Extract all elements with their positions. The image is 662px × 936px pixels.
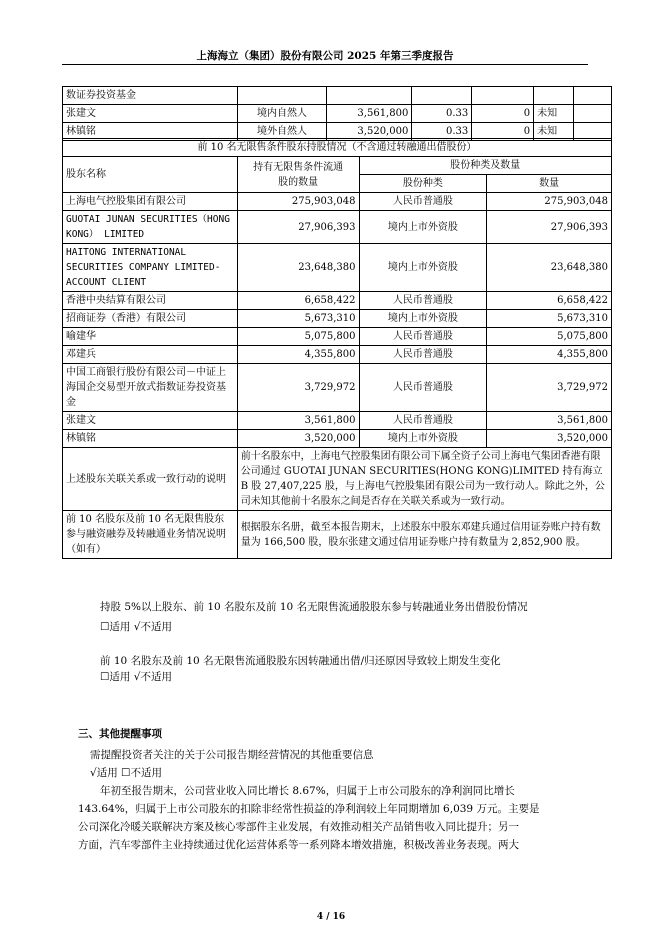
holder-qty: 5,075,800 bbox=[487, 328, 612, 346]
body-line-4: 方面，汽车零部件主业持续通过优化运营体系等一系列降本增效措施，积极改善业务表现。两大 bbox=[78, 839, 519, 851]
table-row bbox=[63, 364, 612, 412]
holder-pledge-qty bbox=[574, 87, 612, 105]
holder-shares: 6,658,422 bbox=[237, 292, 359, 310]
holder-qty: 3,729,972 bbox=[487, 364, 612, 412]
holder-name: 招商证券（香港）有限公司 bbox=[63, 310, 238, 328]
holder-qty: 3,561,800 bbox=[487, 412, 612, 430]
page-number: 4 / 16 bbox=[316, 912, 346, 922]
holder-nature: 境外自然人 bbox=[237, 123, 327, 141]
holder-shares: 3,729,972 bbox=[237, 364, 359, 412]
header-rule bbox=[62, 64, 588, 65]
table-row bbox=[63, 211, 612, 244]
holder-name: 上海电气控股集团有限公司 bbox=[63, 193, 238, 211]
table-row bbox=[63, 430, 612, 448]
holder-shares: 3,520,000 bbox=[327, 123, 412, 141]
holder-pledge bbox=[534, 87, 574, 105]
table-header-row bbox=[63, 157, 612, 175]
holder-share-type: 境内上市外资股 bbox=[359, 310, 487, 328]
holder-restricted bbox=[472, 87, 534, 105]
holder-name: 数证券投资基金 bbox=[63, 87, 238, 105]
holder-nature bbox=[237, 87, 327, 105]
table-row bbox=[63, 412, 612, 430]
holder-pledge-qty bbox=[574, 105, 612, 123]
holder-shares: 5,075,800 bbox=[237, 328, 359, 346]
holder-share-type: 境内上市外资股 bbox=[359, 244, 487, 292]
holder-name: 邓建兵 bbox=[63, 346, 238, 364]
holder-qty: 3,520,000 bbox=[487, 430, 612, 448]
holder-shares: 3,561,800 bbox=[237, 412, 359, 430]
holder-nature: 境内自然人 bbox=[237, 105, 327, 123]
holder-shares bbox=[327, 87, 412, 105]
note-change-options: ☐适用 √不适用 bbox=[100, 671, 172, 683]
col-header-type: 股份种类 bbox=[359, 175, 487, 193]
table-row bbox=[63, 310, 612, 328]
col-header-name: 股东名称 bbox=[63, 157, 238, 193]
table-row bbox=[63, 193, 612, 211]
section-options: √适用 ☐不适用 bbox=[90, 767, 162, 779]
holder-qty: 23,648,380 bbox=[487, 244, 612, 292]
holder-qty: 27,906,393 bbox=[487, 211, 612, 244]
table-row bbox=[63, 346, 612, 364]
table-title-row bbox=[63, 139, 612, 157]
holder-pledge: 未知 bbox=[534, 123, 574, 141]
relation-text: 前十名股东中，上海电气控股集团有限公司下属全资子公司上海电气集团香港有限公司通过 GUOTAI JUNAN SECURITIES(HONG KONG)LIMITED 持有海立 B 股 27,407,225 股，与上海电气控股集团有限公司为一致行动人。除此之外，公司未知其他前十名股东之间是否存在关联关系或为一致行动。 bbox=[237, 448, 611, 511]
holder-pct bbox=[412, 87, 472, 105]
table-row bbox=[63, 244, 612, 292]
holder-name: 林镇铭 bbox=[63, 123, 238, 141]
holder-restricted: 0 bbox=[472, 123, 534, 141]
section-intro: 需提醒投资者关注的关于公司报告期经营情况的其他重要信息 bbox=[90, 749, 374, 761]
holder-qty: 5,673,310 bbox=[487, 310, 612, 328]
holder-share-type: 人民币普通股 bbox=[359, 328, 487, 346]
holder-share-type: 人民币普通股 bbox=[359, 346, 487, 364]
note-lending: 持股 5%以上股东、前 10 名股东及前 10 名无限售流通股股东参与转融通业务出借股份情况 bbox=[100, 601, 528, 613]
top-holders-table bbox=[62, 86, 612, 141]
holder-share-type: 境内上市外资股 bbox=[359, 211, 487, 244]
holder-pledge: 未知 bbox=[534, 105, 574, 123]
holder-name: HAITONG INTERNATIONAL SECURITIES COMPANY LIMITED-ACCOUNT CLIENT bbox=[63, 244, 238, 292]
holder-name: 林镇铭 bbox=[63, 430, 238, 448]
holder-share-type: 人民币普通股 bbox=[359, 412, 487, 430]
holder-name: 喻建华 bbox=[63, 328, 238, 346]
holder-name: 香港中央结算有限公司 bbox=[63, 292, 238, 310]
holder-restricted: 0 bbox=[472, 105, 534, 123]
holder-share-type: 境内上市外资股 bbox=[359, 430, 487, 448]
table-title: 前 10 名无限售条件股东持股情况（不含通过转融通出借股份） bbox=[63, 139, 612, 157]
table-row bbox=[63, 87, 612, 105]
holder-name: 中国工商银行股份有限公司－中证上海国企交易型开放式指数证券投资基金 bbox=[63, 364, 238, 412]
holder-shares: 27,906,393 bbox=[237, 211, 359, 244]
holder-share-type: 人民币普通股 bbox=[359, 292, 487, 310]
note-change: 前 10 名股东及前 10 名无限售流通股股东因转融通出借/归还原因导致较上期发生变化 bbox=[100, 655, 501, 667]
holder-name: GUOTAI JUNAN SECURITIES（HONG KONG） LIMITED bbox=[63, 211, 238, 244]
unrestricted-holders-table bbox=[62, 138, 612, 559]
relation-label: 上述股东关联关系或一致行动的说明 bbox=[63, 448, 238, 511]
body-line-1: 年初至报告期末，公司营业收入同比增长 8.67%，归属于上市公司股东的净利润同比增长 bbox=[100, 785, 515, 797]
table-row bbox=[63, 328, 612, 346]
col-header-qty: 数量 bbox=[487, 175, 612, 193]
holder-shares: 23,648,380 bbox=[237, 244, 359, 292]
holder-shares: 4,355,800 bbox=[237, 346, 359, 364]
holder-pct: 0.33 bbox=[412, 105, 472, 123]
holder-qty: 4,355,800 bbox=[487, 346, 612, 364]
table-row bbox=[63, 292, 612, 310]
col-header-shares bbox=[237, 157, 359, 193]
holder-qty: 275,903,048 bbox=[487, 193, 612, 211]
holder-shares: 5,673,310 bbox=[237, 310, 359, 328]
section-title: 三、其他提醒事项 bbox=[78, 728, 162, 740]
holder-share-type: 人民币普通股 bbox=[359, 193, 487, 211]
margin-text: 根据股东名册，截至本报告期末，上述股东中股东邓建兵通过信用证券账户持有数量为 166,500 股，股东张建文通过信用证券账户持有数量为 2,852,900 股。 bbox=[237, 511, 611, 559]
body-line-2: 143.64%，归属于上市公司股东的扣除非经常性损益的净利润较上年同期增加 6,039 万元。主要是 bbox=[78, 803, 540, 815]
holder-name: 张建文 bbox=[63, 412, 238, 430]
table-row bbox=[63, 448, 612, 511]
table-row bbox=[63, 511, 612, 559]
body-line-3: 公司深化冷暖关联解决方案及核心零部件主业发展，有效推动相关产品销售收入同比提升；另一 bbox=[78, 821, 519, 833]
col-header-type-group: 股份种类及数量 bbox=[359, 157, 611, 175]
holder-pct: 0.33 bbox=[412, 123, 472, 141]
table-row bbox=[63, 105, 612, 123]
holder-qty: 6,658,422 bbox=[487, 292, 612, 310]
page-header: 上海海立（集团）股份有限公司 2025 年第三季度报告 bbox=[196, 50, 454, 62]
holder-name: 张建文 bbox=[63, 105, 238, 123]
note-lending-options: ☐适用 √不适用 bbox=[100, 621, 172, 633]
col-header-shares-line2: 股的数量 bbox=[278, 176, 319, 188]
holder-shares: 3,520,000 bbox=[237, 430, 359, 448]
col-header-shares-line1: 持有无限售条件流通 bbox=[253, 161, 344, 173]
holder-share-type: 人民币普通股 bbox=[359, 364, 487, 412]
margin-label: 前 10 名股东及前 10 名无限售股东参与融资融券及转融通业务情况说明（如有） bbox=[63, 511, 238, 559]
holder-shares: 3,561,800 bbox=[327, 105, 412, 123]
holder-shares: 275,903,048 bbox=[237, 193, 359, 211]
